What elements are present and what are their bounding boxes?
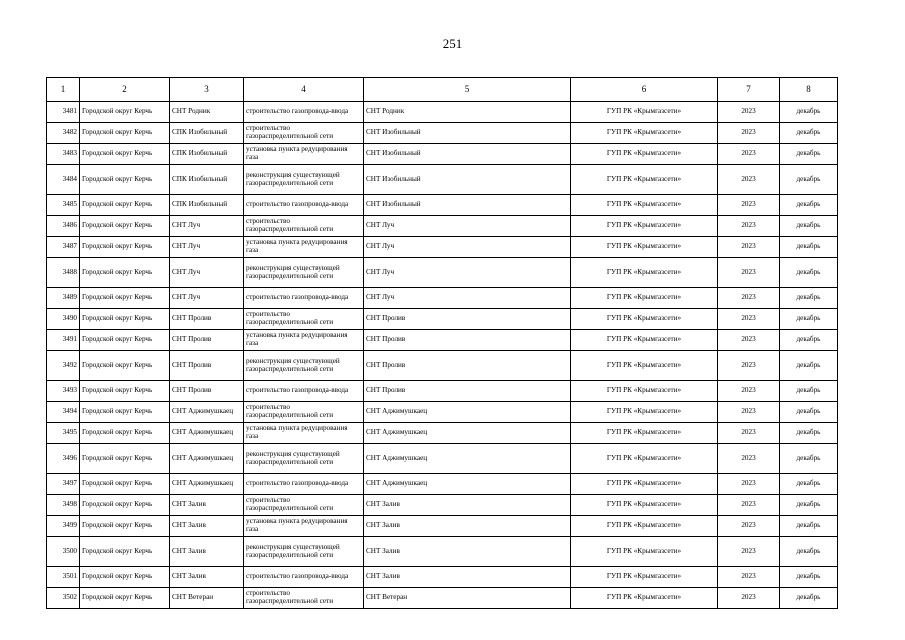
cell-row-number: 3482 <box>47 123 80 144</box>
cell-organization: СПК Изобильный <box>170 165 244 195</box>
cell-object-name: СНТ Аджимушкаец <box>364 444 571 474</box>
column-header: 3 <box>170 78 244 102</box>
cell-month: декабрь <box>780 402 838 423</box>
cell-work-type: строительство газораспределительной сети <box>244 588 364 609</box>
cell-organization: СНТ Залив <box>170 495 244 516</box>
cell-organization: СПК Изобильный <box>170 195 244 216</box>
page-number: 251 <box>442 36 463 51</box>
cell-year: 2023 <box>718 423 780 444</box>
cell-object-name: СНТ Луч <box>364 237 571 258</box>
cell-object-name: СНТ Аджимушкаец <box>364 474 571 495</box>
cell-contractor: ГУП РК «Крымгазсети» <box>571 195 718 216</box>
cell-month: декабрь <box>780 102 838 123</box>
cell-municipality: Городской округ Керчь <box>80 567 170 588</box>
cell-month: декабрь <box>780 381 838 402</box>
cell-year: 2023 <box>718 567 780 588</box>
table-row <box>47 537 838 567</box>
cell-municipality: Городской округ Керчь <box>80 495 170 516</box>
table-body <box>47 102 838 609</box>
table-row <box>47 144 838 165</box>
cell-organization: СНТ Луч <box>170 288 244 309</box>
cell-organization: СНТ Залив <box>170 537 244 567</box>
cell-contractor: ГУП РК «Крымгазсети» <box>571 216 718 237</box>
cell-work-type: строительство газораспределительной сети <box>244 216 364 237</box>
cell-organization: СНТ Пролив <box>170 381 244 402</box>
cell-object-name: СНТ Пролив <box>364 381 571 402</box>
cell-work-type: реконструкция существующей газораспределительной сети <box>244 537 364 567</box>
column-header: 1 <box>47 78 80 102</box>
cell-year: 2023 <box>718 402 780 423</box>
cell-year: 2023 <box>718 330 780 351</box>
cell-contractor: ГУП РК «Крымгазсети» <box>571 123 718 144</box>
cell-municipality: Городской округ Керчь <box>80 381 170 402</box>
cell-organization: СНТ Залив <box>170 567 244 588</box>
cell-object-name: СНТ Пролив <box>364 309 571 330</box>
cell-year: 2023 <box>718 258 780 288</box>
cell-object-name: СНТ Аджимушкаец <box>364 402 571 423</box>
cell-municipality: Городской округ Керчь <box>80 588 170 609</box>
cell-row-number: 3501 <box>47 567 80 588</box>
cell-work-type: реконструкция существующей газораспределительной сети <box>244 165 364 195</box>
cell-object-name: СНТ Луч <box>364 258 571 288</box>
cell-organization: СНТ Луч <box>170 216 244 237</box>
table-row <box>47 474 838 495</box>
cell-contractor: ГУП РК «Крымгазсети» <box>571 102 718 123</box>
cell-year: 2023 <box>718 516 780 537</box>
column-header: 5 <box>364 78 571 102</box>
table-row <box>47 165 838 195</box>
cell-year: 2023 <box>718 123 780 144</box>
cell-contractor: ГУП РК «Крымгазсети» <box>571 537 718 567</box>
table-row <box>47 423 838 444</box>
cell-year: 2023 <box>718 474 780 495</box>
cell-month: декабрь <box>780 309 838 330</box>
cell-organization: СНТ Аджимушкаец <box>170 423 244 444</box>
data-table <box>46 77 838 609</box>
cell-year: 2023 <box>718 381 780 402</box>
cell-row-number: 3496 <box>47 444 80 474</box>
cell-object-name: СНТ Залив <box>364 495 571 516</box>
table-row <box>47 195 838 216</box>
cell-month: декабрь <box>780 195 838 216</box>
cell-contractor: ГУП РК «Крымгазсети» <box>571 567 718 588</box>
cell-organization: СНТ Пролив <box>170 330 244 351</box>
cell-municipality: Городской округ Керчь <box>80 444 170 474</box>
cell-organization: СПК Изобильный <box>170 144 244 165</box>
cell-contractor: ГУП РК «Крымгазсети» <box>571 144 718 165</box>
cell-municipality: Городской округ Керчь <box>80 102 170 123</box>
cell-municipality: Городской округ Керчь <box>80 195 170 216</box>
cell-object-name: СНТ Изобильный <box>364 195 571 216</box>
cell-organization: СНТ Аджимушкаец <box>170 474 244 495</box>
cell-month: декабрь <box>780 495 838 516</box>
cell-row-number: 3481 <box>47 102 80 123</box>
cell-work-type: реконструкция существующей газораспределительной сети <box>244 444 364 474</box>
cell-row-number: 3497 <box>47 474 80 495</box>
cell-month: декабрь <box>780 351 838 381</box>
cell-contractor: ГУП РК «Крымгазсети» <box>571 495 718 516</box>
cell-work-type: установка пункта редуцирования газа <box>244 144 364 165</box>
cell-row-number: 3488 <box>47 258 80 288</box>
cell-year: 2023 <box>718 144 780 165</box>
cell-year: 2023 <box>718 588 780 609</box>
cell-municipality: Городской округ Керчь <box>80 402 170 423</box>
cell-contractor: ГУП РК «Крымгазсети» <box>571 351 718 381</box>
cell-contractor: ГУП РК «Крымгазсети» <box>571 381 718 402</box>
table-row <box>47 588 838 609</box>
cell-work-type: строительство газопровода-ввода <box>244 567 364 588</box>
table-row <box>47 123 838 144</box>
cell-contractor: ГУП РК «Крымгазсети» <box>571 258 718 288</box>
cell-row-number: 3499 <box>47 516 80 537</box>
cell-municipality: Городской округ Керчь <box>80 216 170 237</box>
cell-work-type: строительство газопровода-ввода <box>244 381 364 402</box>
cell-municipality: Городской округ Керчь <box>80 423 170 444</box>
cell-organization: СНТ Луч <box>170 237 244 258</box>
cell-month: декабрь <box>780 123 838 144</box>
cell-work-type: строительство газораспределительной сети <box>244 402 364 423</box>
cell-row-number: 3484 <box>47 165 80 195</box>
cell-year: 2023 <box>718 216 780 237</box>
cell-work-type: строительство газораспределительной сети <box>244 495 364 516</box>
column-header: 4 <box>244 78 364 102</box>
cell-row-number: 3495 <box>47 423 80 444</box>
cell-organization: СНТ Луч <box>170 258 244 288</box>
cell-work-type: строительство газопровода-ввода <box>244 288 364 309</box>
column-header: 2 <box>80 78 170 102</box>
cell-year: 2023 <box>718 165 780 195</box>
cell-work-type: установка пункта редуцирования газа <box>244 237 364 258</box>
cell-work-type: строительство газопровода-ввода <box>244 102 364 123</box>
cell-month: декабрь <box>780 516 838 537</box>
cell-object-name: СНТ Залив <box>364 567 571 588</box>
cell-object-name: СНТ Аджимушкаец <box>364 423 571 444</box>
table-row <box>47 402 838 423</box>
cell-contractor: ГУП РК «Крымгазсети» <box>571 444 718 474</box>
cell-year: 2023 <box>718 195 780 216</box>
cell-object-name: СНТ Луч <box>364 288 571 309</box>
table-row <box>47 516 838 537</box>
cell-municipality: Городской округ Керчь <box>80 516 170 537</box>
cell-work-type: строительство газопровода-ввода <box>244 195 364 216</box>
table-row <box>47 444 838 474</box>
cell-year: 2023 <box>718 537 780 567</box>
cell-organization: СНТ Ветеран <box>170 588 244 609</box>
cell-year: 2023 <box>718 444 780 474</box>
cell-month: декабрь <box>780 165 838 195</box>
cell-row-number: 3500 <box>47 537 80 567</box>
column-header: 7 <box>718 78 780 102</box>
table-header-row <box>47 78 838 102</box>
cell-work-type: установка пункта редуцирования газа <box>244 516 364 537</box>
cell-row-number: 3493 <box>47 381 80 402</box>
cell-month: декабрь <box>780 444 838 474</box>
cell-work-type: реконструкция существующей газораспределительной сети <box>244 351 364 381</box>
cell-month: декабрь <box>780 237 838 258</box>
cell-work-type: установка пункта редуцирования газа <box>244 330 364 351</box>
cell-contractor: ГУП РК «Крымгазсети» <box>571 309 718 330</box>
cell-municipality: Городской округ Керчь <box>80 474 170 495</box>
cell-month: декабрь <box>780 423 838 444</box>
cell-year: 2023 <box>718 102 780 123</box>
table-row <box>47 288 838 309</box>
cell-month: декабрь <box>780 288 838 309</box>
cell-organization: СНТ Пролив <box>170 351 244 381</box>
cell-row-number: 3502 <box>47 588 80 609</box>
cell-row-number: 3487 <box>47 237 80 258</box>
cell-month: декабрь <box>780 474 838 495</box>
cell-municipality: Городской округ Керчь <box>80 537 170 567</box>
cell-row-number: 3491 <box>47 330 80 351</box>
cell-municipality: Городской округ Керчь <box>80 123 170 144</box>
cell-municipality: Городской округ Керчь <box>80 288 170 309</box>
cell-work-type: установка пункта редуцирования газа <box>244 423 364 444</box>
cell-object-name: СНТ Залив <box>364 516 571 537</box>
cell-work-type: строительство газораспределительной сети <box>244 123 364 144</box>
cell-contractor: ГУП РК «Крымгазсети» <box>571 474 718 495</box>
cell-month: декабрь <box>780 144 838 165</box>
table-row <box>47 567 838 588</box>
cell-month: декабрь <box>780 330 838 351</box>
cell-month: декабрь <box>780 537 838 567</box>
table-row <box>47 102 838 123</box>
cell-object-name: СНТ Родник <box>364 102 571 123</box>
cell-year: 2023 <box>718 237 780 258</box>
cell-object-name: СНТ Залив <box>364 537 571 567</box>
cell-organization: СНТ Пролив <box>170 309 244 330</box>
cell-contractor: ГУП РК «Крымгазсети» <box>571 330 718 351</box>
table-row <box>47 309 838 330</box>
cell-organization: СНТ Залив <box>170 516 244 537</box>
cell-organization: СНТ Аджимушкаец <box>170 402 244 423</box>
cell-year: 2023 <box>718 309 780 330</box>
cell-contractor: ГУП РК «Крымгазсети» <box>571 588 718 609</box>
cell-year: 2023 <box>718 495 780 516</box>
cell-row-number: 3485 <box>47 195 80 216</box>
cell-work-type: строительство газораспределительной сети <box>244 309 364 330</box>
cell-object-name: СНТ Луч <box>364 216 571 237</box>
cell-row-number: 3494 <box>47 402 80 423</box>
column-header: 8 <box>780 78 838 102</box>
cell-organization: СНТ Родник <box>170 102 244 123</box>
cell-row-number: 3490 <box>47 309 80 330</box>
cell-month: декабрь <box>780 588 838 609</box>
cell-row-number: 3492 <box>47 351 80 381</box>
cell-contractor: ГУП РК «Крымгазсети» <box>571 237 718 258</box>
cell-object-name: СНТ Пролив <box>364 351 571 381</box>
cell-work-type: реконструкция существующей газораспределительной сети <box>244 258 364 288</box>
cell-contractor: ГУП РК «Крымгазсети» <box>571 288 718 309</box>
cell-contractor: ГУП РК «Крымгазсети» <box>571 423 718 444</box>
cell-month: декабрь <box>780 216 838 237</box>
cell-municipality: Городской округ Керчь <box>80 237 170 258</box>
cell-object-name: СНТ Пролив <box>364 330 571 351</box>
cell-object-name: СНТ Ветеран <box>364 588 571 609</box>
cell-object-name: СНТ Изобильный <box>364 165 571 195</box>
table-row <box>47 237 838 258</box>
cell-year: 2023 <box>718 288 780 309</box>
cell-row-number: 3489 <box>47 288 80 309</box>
cell-contractor: ГУП РК «Крымгазсети» <box>571 516 718 537</box>
table-row <box>47 258 838 288</box>
cell-object-name: СНТ Изобильный <box>364 144 571 165</box>
cell-work-type: строительство газопровода-ввода <box>244 474 364 495</box>
cell-municipality: Городской округ Керчь <box>80 309 170 330</box>
cell-year: 2023 <box>718 351 780 381</box>
table-row <box>47 495 838 516</box>
cell-row-number: 3498 <box>47 495 80 516</box>
cell-month: декабрь <box>780 258 838 288</box>
table-row <box>47 216 838 237</box>
cell-municipality: Городской округ Керчь <box>80 330 170 351</box>
cell-contractor: ГУП РК «Крымгазсети» <box>571 402 718 423</box>
column-header: 6 <box>571 78 718 102</box>
cell-row-number: 3486 <box>47 216 80 237</box>
cell-object-name: СНТ Изобильный <box>364 123 571 144</box>
cell-municipality: Городской округ Керчь <box>80 258 170 288</box>
table-row <box>47 381 838 402</box>
cell-organization: СПК Изобильный <box>170 123 244 144</box>
cell-organization: СНТ Аджимушкаец <box>170 444 244 474</box>
cell-municipality: Городской округ Керчь <box>80 165 170 195</box>
cell-municipality: Городской округ Керчь <box>80 351 170 381</box>
cell-month: декабрь <box>780 567 838 588</box>
cell-row-number: 3483 <box>47 144 80 165</box>
cell-municipality: Городской округ Керчь <box>80 144 170 165</box>
cell-contractor: ГУП РК «Крымгазсети» <box>571 165 718 195</box>
table-row <box>47 330 838 351</box>
table-row <box>47 351 838 381</box>
